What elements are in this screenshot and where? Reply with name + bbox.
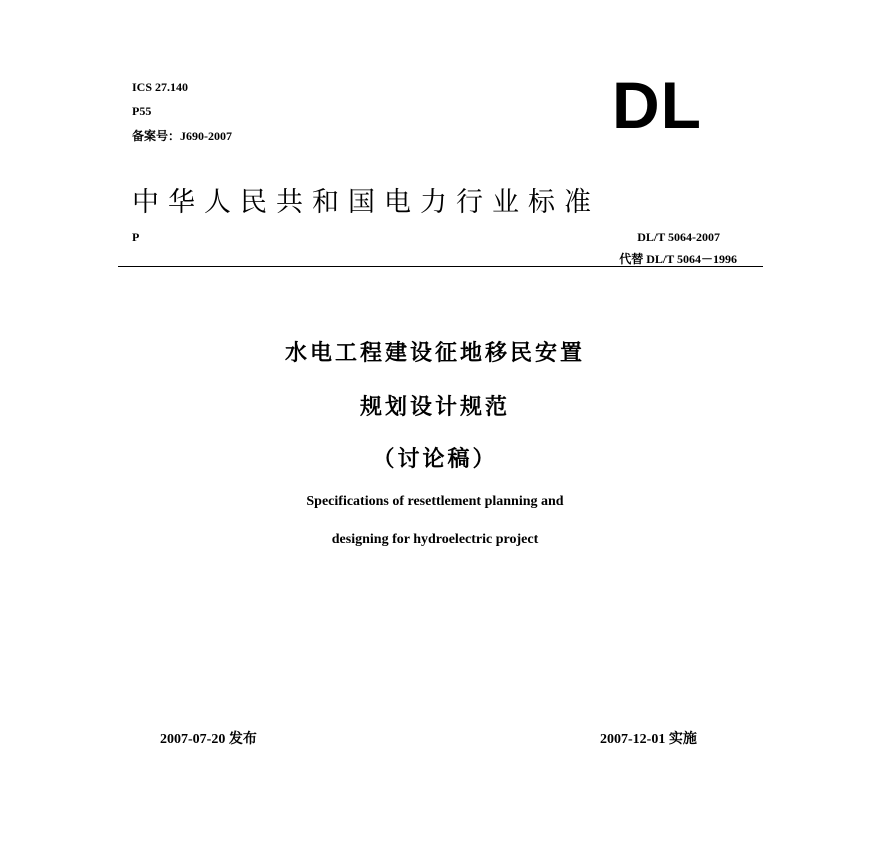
english-title-line1: Specifications of resettlement planning and <box>306 494 564 509</box>
effective-date: 2007-12-01 实施 <box>600 732 697 747</box>
category-code: P55 <box>132 104 152 118</box>
header-divider <box>118 266 763 267</box>
classification-letter: P <box>132 230 140 244</box>
draft-note: （讨论稿） <box>372 447 498 472</box>
standard-number: DL/T 5064-2007 <box>637 230 720 244</box>
ics-code: ICS 27.140 <box>132 80 189 94</box>
record-number: 备案号：J690-2007 <box>132 129 232 143</box>
document-title-line1: 水电工程建设征地移民安置 <box>284 341 585 366</box>
english-title-line2: designing for hydroelectric project <box>331 532 539 547</box>
document-title-line2: 规划设计规范 <box>359 395 510 420</box>
replaces-standard: 代替 DL/T 5064－1996 <box>619 252 737 266</box>
issue-date: 2007-07-20 发布 <box>160 732 257 747</box>
standard-title: 中华人民共和国电力行业标准 <box>132 187 600 218</box>
dl-logo: DL <box>612 68 702 142</box>
